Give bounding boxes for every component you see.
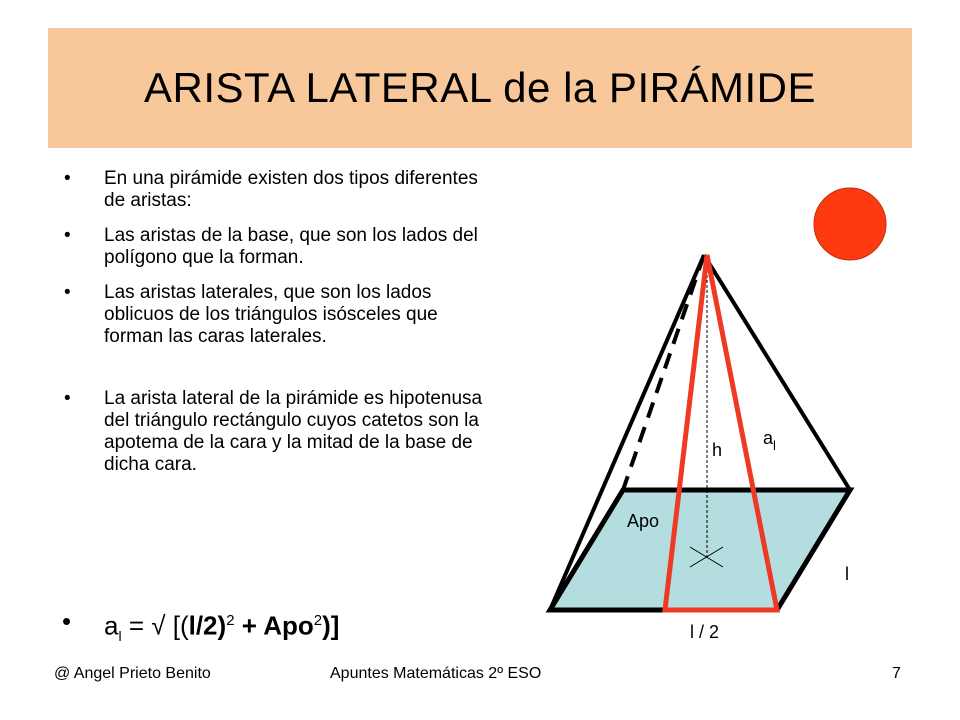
footer-page-number: 7 [892,665,901,682]
bullet-item: • Las aristas de la base, que son los lados del polígono que la forman. [62,225,492,269]
formula-lhs-sub: l [118,627,122,644]
right-edge [704,255,850,490]
half-side-label: l / 2 [690,622,720,642]
footer-author: @ Angel Prieto Benito [54,665,211,682]
lateral-edge-label-main: a [763,428,774,448]
formula-sup1: 2 [226,612,235,629]
slide-title: ARISTA LATERAL de la PIRÁMIDE [144,64,816,111]
height-label: h [712,440,723,460]
formula-plus: + Apo [234,610,314,641]
bullet-item: • Las aristas laterales, que son los lados oblicuos de los triángulos isósceles que forman las caras laterales. [62,282,492,348]
decorative-circle [814,188,886,260]
formula-eq: = √ [( [121,610,189,641]
side-label: l [845,564,849,584]
lateral-edge-label [763,428,776,453]
formula-close: )] [322,610,340,641]
bullet-item: • En una pirámide existen dos tipos diferentes de aristas: [62,168,492,212]
formula-sup2: 2 [313,612,323,629]
lateral-edge-label-sub: l [773,438,776,453]
bullet-item: • La arista lateral de la pirámide es hipotenusa del triángulo rectángulo cuyos catetos son la apotema de la cara y la mitad de la base de dicha cara. [62,388,492,476]
footer-course: Apuntes Matemáticas 2º ESO [330,665,542,682]
formula-half: l/2) [188,610,227,641]
apothem-label: Apo [627,511,660,531]
formula-lhs: a [104,610,119,641]
